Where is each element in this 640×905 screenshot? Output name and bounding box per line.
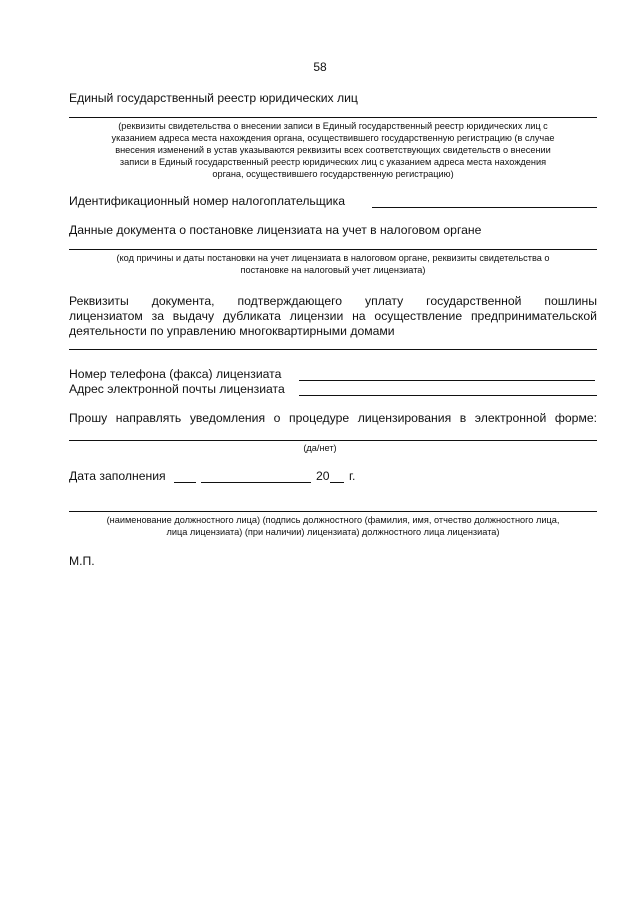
notify-note: (да/нет) — [303, 443, 337, 453]
date-year-line[interactable] — [330, 482, 344, 483]
phone-label: Номер телефона (факса) лицензиата — [69, 367, 282, 381]
egrul-note-line: внесения изменений в устав указываются реквизиты всех соответствующих свидетельств о внесении — [115, 145, 551, 155]
inn-label: Идентификационный номер налогоплательщика — [69, 194, 345, 208]
tax-field-line[interactable] — [69, 249, 597, 250]
notify-field-line[interactable] — [69, 440, 597, 441]
date-label: Дата заполнения — [69, 469, 166, 483]
email-label: Адрес электронной почты лицензиата — [69, 382, 285, 396]
egrul-note-line: (реквизиты свидетельства о внесении записи в Единый государственный реестр юридических лиц с — [118, 121, 548, 131]
tax-note-line: (код причины и даты постановки на учет лицензиата в налоговом органе, реквизиты свидетельства о — [116, 253, 550, 263]
egrul-title: Единый государственный реестр юридических лиц — [69, 91, 358, 105]
egrul-note-line: указанием адреса места нахождения органа, осуществившего государственную регистрацию (в случае — [111, 133, 555, 143]
tax-note — [60, 252, 606, 276]
page-number: 58 — [313, 60, 327, 74]
fee-field-line[interactable] — [69, 349, 597, 350]
date-year-prefix: 20 — [316, 469, 330, 483]
signature-field-line[interactable] — [69, 511, 597, 512]
fee-line-1: Реквизиты документа, подтверждающего уплату государственной пошлины — [69, 294, 597, 308]
date-day-line[interactable] — [174, 482, 196, 483]
fee-line-2: лицензиатом за выдачу дубликата лицензии на осуществление предпринимательской — [69, 309, 597, 323]
tax-label: Данные документа о постановке лицензиата на учет в налоговом органе — [69, 223, 482, 237]
signature-note — [60, 514, 606, 538]
signature-note-line: лица лицензиата) (при наличии) лицензиата) должностного лица лицензиата) — [166, 527, 500, 537]
egrul-note — [60, 120, 606, 180]
email-field-line[interactable] — [299, 395, 597, 396]
date-month-line[interactable] — [201, 482, 311, 483]
fee-line-3: деятельности по управлению многоквартирными домами — [69, 324, 395, 338]
egrul-note-line: органа, осуществившего государственную регистрацию) — [212, 169, 454, 179]
inn-field-line[interactable] — [372, 207, 597, 208]
phone-field-line[interactable] — [299, 380, 595, 381]
notify-label: Прошу направлять уведомления о процедуре лицензирования в электронной форме: — [69, 411, 597, 425]
signature-note-line: (наименование должностного лица) (подпись должностного (фамилия, имя, отчество должностного лица, — [106, 515, 560, 525]
egrul-note-line: записи в Единый государственный реестр юридических лиц с указанием адреса места нахождения — [119, 157, 547, 167]
date-year-suffix: г. — [349, 469, 356, 483]
egrul-field-line[interactable] — [69, 117, 597, 118]
stamp-label: М.П. — [69, 554, 95, 568]
tax-note-line: постановке на налоговый учет лицензиата) — [240, 265, 426, 275]
